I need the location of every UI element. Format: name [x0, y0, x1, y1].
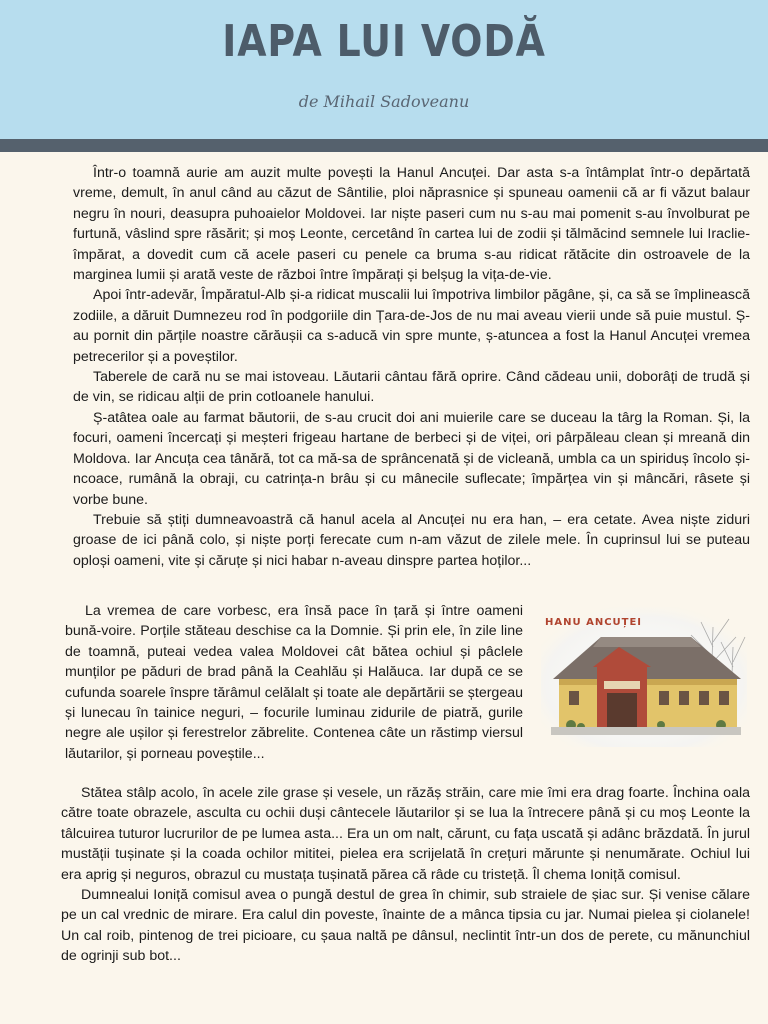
paragraph: La vremea de care vorbesc, era însă pace în țară și între oameni bună-voire. Porțile stăteau deschise ca la Domnie. Și prin ele, în zile line de toamnă, puteai vedea valea Moldovei cât bătea ochiul și pâclele munților pe păduri de brad până la Ceahlău și Halăuca. Iar după ce se cufunda soarele înspre tărâmul celălalt și toate ale depărtării se ștergeau și lunecau în tainice neguri, – focurile luminau zidurile de piatră, gurile negre ale ușilor și ferestrelor zăbrelite. Contenea câte un răstimp viersul lăutarilor, și porneau poveștile... [65, 603, 523, 762]
paragraph: Ș-atâtea oale au farmat băutorii, de s-au crucit doi ani muierile care se duceau la târg la Roman. Și, la focuri, oameni încercați și meșteri frigeau hartane de berbeci și de viței, ori pârpăleau clean și mreană din Moldova. Iar Ancuța cea tânără, tot ca mă-sa de sprâncenată și de vicleană, umbla ca un spiriduș încolo și-ncoace, rumână la obraji, cu catrința-n brâu și cu mânecile suflecate; împărțea vin și mâncări, râsete și vorbe bune. [73, 409, 750, 508]
paragraph: Într-o toamnă aurie am auzit multe povești la Hanul Ancuței. Dar asta s-a întâmplat într-o depărtată vreme, demult, în anul când au căzut de Sântilie, ploi năprasnice și spuneau oamenii că ar fi văzut balaur negru în nouri, deasupra puhoaielor Moldovei. Iar niște paseri cum nu s-au mai pomenit s-au învolburat pe furtună, vâslind spre răsărit; și moș Leonte, cercetând în cartea lui de zodii și tălmăcind semnele lui Iraclie-împărat, a dovedit cum că acele paseri cu penele ca bruma s-au ridicat rătăcite din ostroavele de la marginea lumii și arată veste de război între împărați și belșug la vița-de-vie. [73, 165, 750, 284]
page-title: IAPA LUI VODĂ [222, 16, 546, 67]
inn-illustration [541, 607, 747, 747]
text-block-bottom [61, 783, 750, 967]
text-block-top [73, 163, 750, 571]
header-banner [0, 0, 768, 139]
paragraph: Stătea stâlp acolo, în acele zile grase și vesele, un răzăș străin, care mie îmi era drag foarte. Închina oala către toate obrazele, asculta cu ochii duși cântecele lăutarilor și se lua la întrecere până și cu moș Leonte la tâlcuirea tuturor lucrurilor de pe lumea asta... Era un om nalt, cărunt, cu fața uscată și adânc brăzdată. În jurul mustății tușinate și la coada ochilor mititei, pielea era scrijelată în crețuri mărunte și nenumărate. Ochiul lui era aprig și neguros, obrazul cu mustața tușinată părea că râde cu tristeță. Îl chema Ioniță comisul. [61, 785, 750, 883]
author-subtitle: de Mihail Sadoveanu [298, 92, 470, 111]
inn-sign-text: HANU ANCUȚEI [545, 617, 643, 628]
text-block-middle [65, 601, 523, 764]
paragraph: Apoi într-adevăr, Împăratul-Alb și-a ridicat muscalii lui împotriva limbilor păgâne, și, ca să se împlinească zodiile, a dăruit Dumnezeu rod în podgoriile din Țara-de-Jos de nu mai aveau vierii unde să puie mustul. Ș-au pornit din părțile noastre cărăușii ca s-aducă vin spre munte, ș-atuncea a fost la Hanul Ancuței vremea petrecerilor și a poveștilor. [73, 287, 750, 365]
header-divider-bar [0, 139, 768, 152]
paragraph: Taberele de cară nu se mai istoveau. Lăutarii cântau fără oprire. Când cădeau unii, doborâți de trudă și de vin, se ridicau alții de prin cotloanele hanului. [73, 369, 750, 406]
paragraph: Dumnealui Ioniță comisul avea o pungă destul de grea în chimir, sub straiele de șiac sur. Și venise călare pe un cal vrednic de mirare. Era calul din poveste, înainte de a mânca tipsia cu jar. Numai pielea și ciolanele! Un cal roib, pintenog de trei picioare, cu șaua naltă pe dânsul, neclintit într-un dos de perete, cu mănunchiul de ogrinji sub bot... [61, 887, 750, 965]
paragraph: Trebuie să știți dumneavoastră că hanul acela al Ancuței nu era han, – era cetate. Avea niște ziduri groase de ici până colo, și niște porți ferecate cum n-am văzut de zilele mele. În cuprinsul lui se puteau oploși oameni, vite și căruțe și nici habar n-aveau dinspre partea hoților... [73, 511, 750, 569]
